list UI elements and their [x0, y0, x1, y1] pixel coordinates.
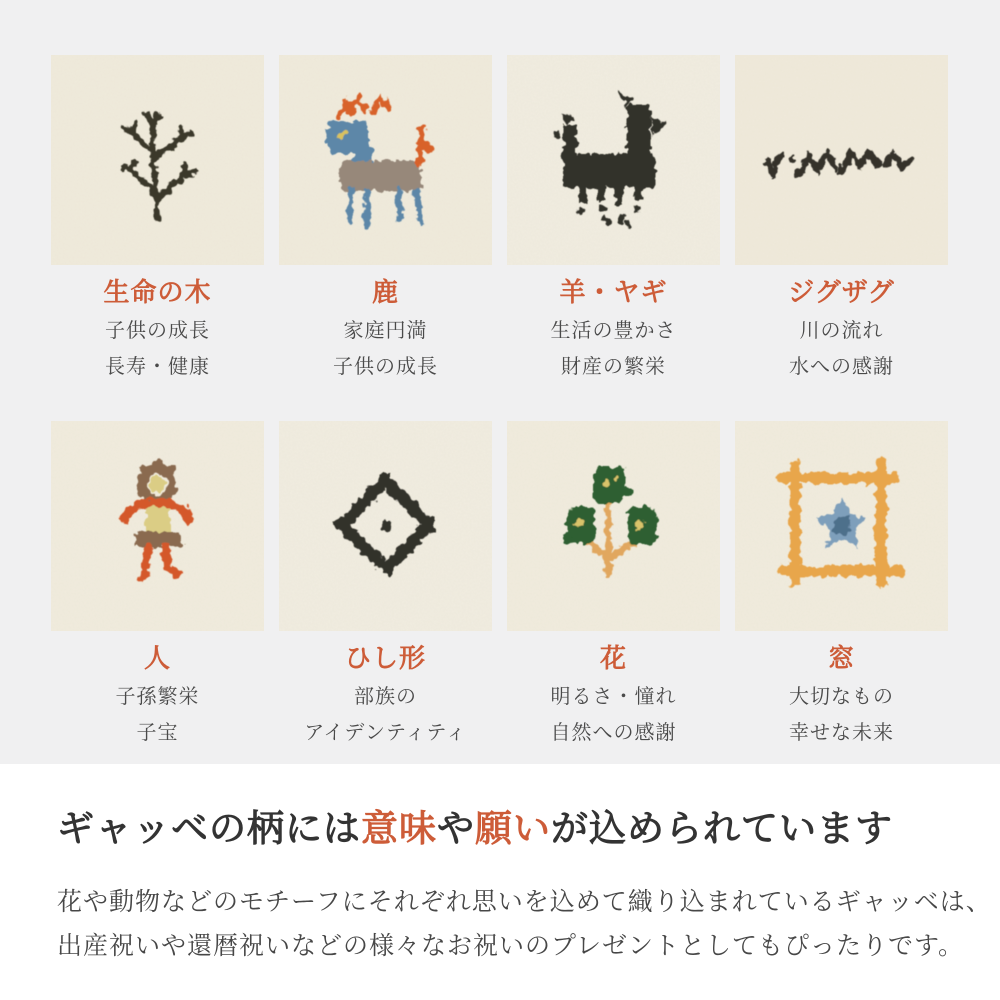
footer-body: [57, 880, 992, 968]
meaning-line-2: 水への感謝: [789, 356, 894, 378]
motif-name: 窓: [827, 643, 855, 673]
motif-name: 花: [599, 643, 627, 673]
meaning-line-1: 生活の豊かさ: [550, 320, 677, 342]
motif-name: ひし形: [344, 643, 426, 673]
meaning-line-2: 子宝: [136, 722, 179, 744]
motif-name: 鹿: [371, 277, 399, 307]
heading-text-mid: や: [437, 808, 475, 849]
motif-swatch-photo: [279, 55, 492, 265]
motif-name: ジグザグ: [788, 277, 895, 307]
heading-text-post: が込められています: [551, 808, 893, 849]
motif-meaning: [507, 313, 720, 385]
motif-name: 羊・ヤギ: [559, 277, 668, 307]
wool-texture: [507, 421, 720, 631]
meaning-line-2: 長寿・健康: [105, 356, 210, 378]
motif-card-sheep-goat: [507, 55, 720, 385]
motif-card-window: [735, 421, 948, 751]
meaning-line-2: 財産の繁栄: [561, 356, 666, 378]
body-line-1: 花や動物などのモチーフにそれぞれ思いを込めて織り込まれているギャッベは、: [57, 888, 992, 916]
motif-meaning: [279, 313, 492, 385]
body-line-2: 出産祝いや還暦祝いなどの様々なお祝いのプレゼントとしてもぴったりです。: [57, 932, 965, 960]
meaning-line-1: 子孫繁栄: [115, 686, 200, 708]
meaning-line-1: 大切なもの: [789, 686, 894, 708]
motif-meaning: [51, 313, 264, 385]
meaning-line-1: 明るさ・憧れ: [550, 686, 677, 708]
motif-swatch-photo: [735, 55, 948, 265]
motif-swatch-photo: [279, 421, 492, 631]
motif-swatch-photo: [735, 421, 948, 631]
meaning-line-2: 幸せな未来: [789, 722, 894, 744]
heading-highlight-2: 願い: [475, 808, 551, 849]
wool-texture: [279, 55, 492, 265]
motif-swatch-photo: [507, 421, 720, 631]
motif-card-flower: [507, 421, 720, 751]
motif-meaning: [735, 679, 948, 751]
meaning-line-1: 家庭円満: [343, 320, 428, 342]
meaning-line-1: 子供の成長: [105, 320, 210, 342]
motif-card-person: [51, 421, 264, 751]
motif-name: 人: [143, 643, 171, 673]
motif-meaning: [279, 679, 492, 751]
meaning-line-2: アイデンティティ: [304, 722, 467, 744]
motif-swatch-photo: [51, 421, 264, 631]
wool-texture: [51, 55, 264, 265]
motif-swatch-photo: [51, 55, 264, 265]
motif-meaning: [51, 679, 264, 751]
meaning-line-2: 子供の成長: [333, 356, 438, 378]
footer-heading: [57, 806, 943, 852]
motif-card-deer: [279, 55, 492, 385]
motif-card-tree-of-life: [51, 55, 264, 385]
footer-explanation-section: [0, 764, 1000, 1000]
heading-text-pre: ギャッベの柄には: [57, 808, 361, 849]
meaning-line-1: 川の流れ: [799, 320, 884, 342]
meaning-line-2: 自然への感謝: [550, 722, 677, 744]
motif-swatch-photo: [507, 55, 720, 265]
heading-highlight-1: 意味: [361, 808, 437, 849]
motif-meaning: [507, 679, 720, 751]
motif-grid: [51, 55, 949, 751]
motif-name: 生命の木: [103, 277, 212, 307]
motif-card-zigzag: [735, 55, 948, 385]
meaning-line-1: 部族の: [354, 686, 417, 708]
motif-card-diamond: [279, 421, 492, 751]
motif-meaning: [735, 313, 948, 385]
